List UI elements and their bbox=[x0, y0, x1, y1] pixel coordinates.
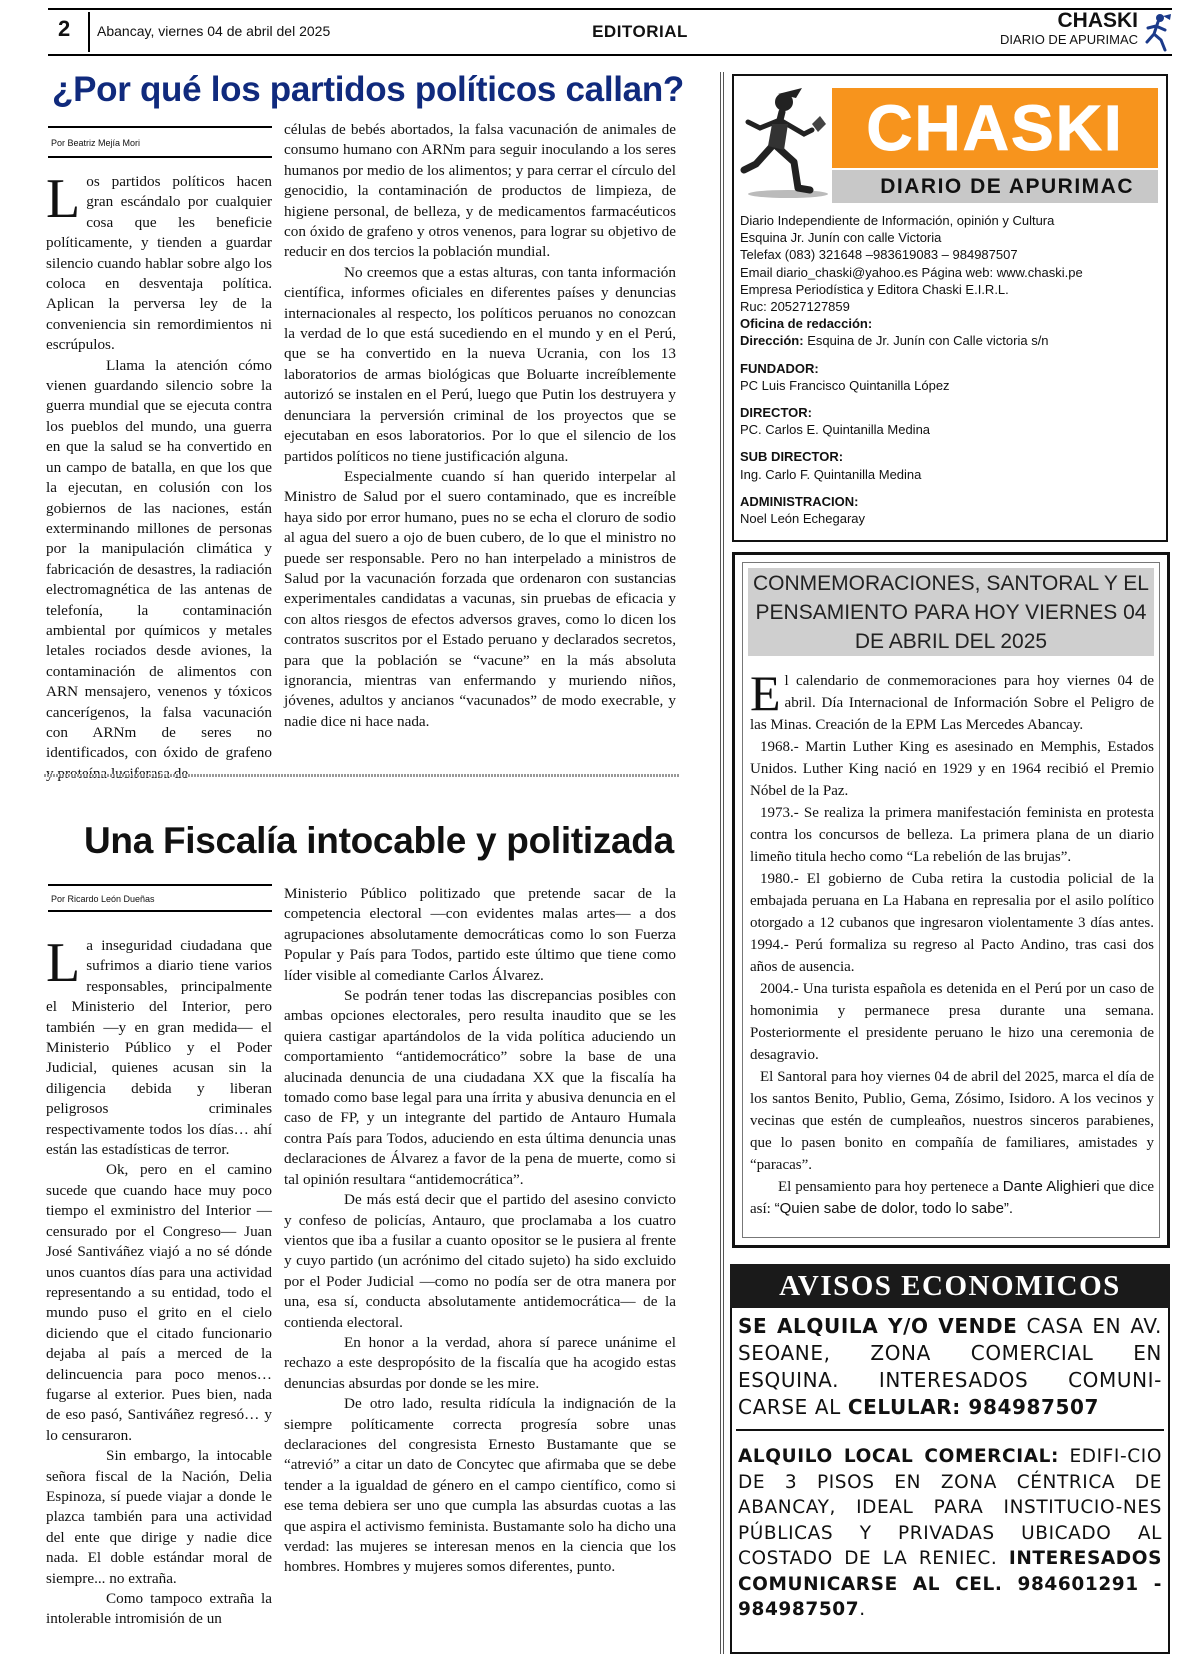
byline: Por Beatriz Mejía Mori bbox=[51, 138, 141, 148]
paragraph: 2004.- Una turista española es detenida en el Perú por un caso de homonimia y permanece presa durante una semana. Posteriormente el presidente peruano le hizo una ceremonia de desagravio. bbox=[750, 981, 1154, 1063]
info-line: Telefax (083) 321648 –983619083 – 984987507 bbox=[740, 247, 1018, 263]
info-line: Diario Independiente de Información, opinión y Cultura bbox=[740, 213, 1055, 228]
paragraph: De más está decir que el partido del asesino convicto y confeso de policías, Antauro, que proclamaba a los cuatro vientos que iba a fusilar a cuanto opositor se le pusiera al frente y cuyo partido (un acrónimo del citado sujeto) ha sido excluido por el Poder Judicial —como no podía ser de otra manera por una, esa sí, conducta absolutamente antidemocrática— de la contienda electoral. bbox=[284, 1191, 676, 1331]
article-divider bbox=[44, 774, 680, 777]
drop-cap: L bbox=[46, 168, 81, 230]
page-number: 2 bbox=[58, 16, 71, 41]
paragraph: La inseguridad ciudadana que sufrimos a diario tiene varios responsables, principalmente el Ministerio del Interior, pero también —y en gran medida— el Ministerio Público y el Poder Judicial, quienes acusan sin la diligencia debida y liberan peligrosos criminales respectivamente todos los días… ahí están las estadísticas de terror. bbox=[46, 932, 272, 1159]
logo-wordmark: CHASKI bbox=[832, 88, 1158, 168]
brand-subtitle: DIARIO DE APURIMAC bbox=[1000, 32, 1138, 47]
paragraph: Como tampoco extraña la intolerable intromisión de un bbox=[46, 1590, 272, 1628]
article-title: Una Fiscalía intocable y politizada bbox=[84, 820, 674, 861]
paragraph: No creemos que a estas alturas, con tanta información científica, informes oficiales en diferentes países y denuncias internacionales al respecto, los políticos peruanos no conozcan la verdad de lo que está sucediendo en el mundo y en el Perú, que se ha convertido en la nueva Ucrania, con los 13 laboratorios de armas biológicas que Boluarte increíblemente autorizó se instalen en el Perú, luego que Putin los destruyera y denunciara la perversión criminal de los proyectos que se ejecutaban en esos laboratorios. Por lo que el silencio de los partidos políticos no tiene justificación alguna. bbox=[284, 263, 676, 465]
info-label: SUB DIRECTOR: bbox=[740, 449, 844, 465]
info-line: Noel León Echegaray bbox=[740, 511, 866, 527]
article-column bbox=[46, 168, 272, 784]
info-line: PC. Carlos E. Quintanilla Medina bbox=[740, 422, 931, 438]
info-label: DIRECTOR: bbox=[740, 405, 812, 421]
column-separator bbox=[720, 72, 724, 1654]
paragraph: De otro lado, resulta ridícula la indignación de la siempre políticamente correcta progresía sobre unas declaraciones del congresista Ernesto Bustamante que se “atrevió” a citar un dato de Concytec que afirmaba que se debe tender a la igualdad de género en el campo científico, como si ese tema debiera ser uno que cumpla las absurdas cuotas a las que aspira el activismo feminista. Bustamante solo ha dicho una verdad: las mujeres se interesan menos en la ciencia que los hombres. Hombres y mujeres somos diferentes, punto. bbox=[284, 1395, 676, 1576]
info-line: PC Luis Francisco Quintanilla López bbox=[740, 377, 950, 393]
chaski-runner-icon bbox=[1143, 12, 1173, 52]
info-line: Dirección: Esquina de Jr. Junín con Calle victoria s/n bbox=[740, 333, 1049, 349]
header-divider bbox=[88, 12, 90, 52]
header-brand bbox=[1000, 10, 1138, 48]
header-rule-bottom bbox=[48, 54, 1172, 56]
issue-date: Abancay, viernes 04 de abril del 2025 bbox=[97, 23, 331, 39]
classified-ad: SE ALQUILA Y/O VENDE CASA EN AV. SEOANE, ZONA COMERCIAL EN ESQUINA. INTERESADOS COMUNI-CARSE AL CELULAR: 984987507 bbox=[738, 1314, 1162, 1419]
byline-box bbox=[48, 126, 272, 158]
drop-cap: L bbox=[46, 932, 81, 994]
classifieds-title: AVISOS ECONOMICOS bbox=[730, 1264, 1170, 1308]
paragraph: 1980.- El gobierno de Cuba retira la custodia policial de la embajada peruana en La Habana en represalia por el asilo político otorgado a 12 cubanos que ingresaron violentamente 3 días antes. 1994.- Perú formaliza su regreso al Pacto Andino, tras casi dos años de ausencia. bbox=[750, 871, 1154, 975]
article-column bbox=[284, 120, 676, 732]
paragraph: 1973.- Se realiza la primera manifestación feminista en protesta contra los concursos de belleza. La primera plana de un diario limeño titula hecho como “La rebelión de las brujas”. bbox=[750, 805, 1154, 865]
paragraph: El Santoral para hoy viernes 04 de abril del 2025, marca el día de los santos Benito, Publio, Gema, Zósimo, Isidoro. A los vecinos y vecinas que estén de cumpleaños, nuestros sinceros parabienes, que lo pasen bonito en compañía de familiares, amistades y “paracas”. bbox=[750, 1069, 1154, 1173]
info-line: Ruc: 20527127859 bbox=[740, 299, 850, 315]
paragraph: En honor a la verdad, ahora sí parece unánime el rechazo a este despropósito de la fiscalía que ha acogido estas denuncias absurdas por donde se les mire. bbox=[284, 1333, 676, 1392]
paragraph: Ok, pero en el camino sucede que cuando hace muy poco tiempo el exministro del Interior —censurado por el Congreso— Juan José Santiváñez viajó a no sé dónde unos cuantos días para una actividad representando a su entidad, todo el mundo puso el grito en el cielo diciendo que el citado funcionario dejaba al país a merced de la delincuencia para poco menos… fugarse al exterior. Pues bien, nada de eso pasó, Santiváñez regresó… y lo censuraron. bbox=[46, 1161, 272, 1444]
masthead-info bbox=[740, 212, 1160, 527]
paragraph: Ministerio Público politizado que pretende sacar de la competencia electoral —con evidentes malas artes— a dos agrupaciones absolutamente democráticas como lo son Fuerza Popular y País para Todos, partido este último que tiene como líder visible al comediante Carlos Álvarez. bbox=[284, 885, 676, 984]
paragraph: El calendario de conmemoraciones para hoy viernes 04 de abril. Día Internacional de Información Sobre el Peligro de las Minas. Creación de la EPM Las Mercedes Abancay. bbox=[750, 665, 1154, 733]
info-line: Esquina Jr. Junín con calle Victoria bbox=[740, 230, 942, 246]
paragraph: Llama la atención cómo vienen guardando silencio sobre la guerra mundial que se ejecuta contra los pueblos del mundo, una guerra en que la salud se ha convertido en un campo de batalla, en que los que la ejecutan, en colusión con los gobiernos de las naciones, están exterminando millones de personas por la manipulación climática y fabricación de desastres, la radiación electromagnética de las antenas de telefonía, la contaminación ambiental por químicos y metales letales rociados desde aviones, la contaminación de alimentos con ARN mensajero, venenos y tóxicos cancerígenos, la falsa vacunación con ARNm de seres no identificados, con óxido de grafeno bbox=[46, 356, 272, 762]
article-column bbox=[46, 932, 272, 1630]
section-title: EDITORIAL bbox=[592, 22, 688, 41]
classified-ad: ALQUILO LOCAL COMERCIAL: EDIFI-CIO DE 3 PISOS EN ZONA CÉNTRICA DE ABANCAY, IDEAL PARA INSTITUCIO-NES PÚBLICAS Y PRIVADAS UBICADO AL COSTADO DE LA RENIEC. INTERESADOS COMUNICARSE AL CEL. 984601291 - 984987507. bbox=[738, 1446, 1162, 1620]
paragraph: El pensamiento para hoy pertenece a Dante Alighieri que dice así: “Quien sabe de dolor, todo lo sabe”. bbox=[750, 1178, 1155, 1217]
byline: Por Ricardo León Dueñas bbox=[51, 894, 155, 904]
logo-subtitle: DIARIO DE APURIMAC bbox=[832, 170, 1158, 203]
chaski-messenger-icon bbox=[738, 84, 832, 202]
conmemoraciones-body bbox=[750, 665, 1155, 1220]
brand-name: CHASKI bbox=[1057, 9, 1138, 32]
info-label: Oficina de redacción: bbox=[740, 316, 873, 332]
paragraph: células de bebés abortados, la falsa vacunación de animales de consumo humano con ARNm para seguir inoculando a los seres humanos por medio de los alimentos; y para cerrar el círculo del genocidio, la contaminación de productos de limpieza, de higiene personal, de belleza, y de medicamentos farmacéuticos con óxido de grafeno y otros venenos, para lograr su objetivo de reducir en dos tercios la población mundial. bbox=[284, 121, 676, 261]
info-line: Empresa Periodística y Editora Chaski E.I.R.L. bbox=[740, 281, 1009, 297]
paragraph: Especialmente cuando sí han querido interpelar al Ministro de Salud por el suero contaminado, que es increíble haya sido por error humano, pues no se echa el cloruro de sodio al agua del suero a ojo de buen cubero, de lo que el ministro no puede ser responsable. Pero no han interpelado a ministros de Salud por la vacunación forzada que ordenaron con sustancias experimentales candidatas a vacunas, sin pruebas de eficacia y con altos riesgos de efectos adversos graves, como lo dicen los contratos suscritos por el Estado peruano y declarados secretos, para que la población se “vacune” en la más absoluta ignorancia, mientras van enfermando y muriendo niños, jóvenes, adultos y ancianos “vacunados” de modo execrable, y nadie dice ni hace nada. bbox=[284, 467, 676, 730]
info-label: ADMINISTRACION: bbox=[740, 493, 859, 509]
article-column bbox=[284, 884, 676, 1578]
info-label: FUNDADOR: bbox=[740, 360, 819, 376]
paragraph: 1968.- Martin Luther King es asesinado en Memphis, Estados Unidos. Luther King nació en 1929 y en 1964 recibió el Premio Nóbel de la Paz. bbox=[750, 739, 1154, 799]
byline-box bbox=[48, 884, 272, 912]
paragraph: Los partidos políticos hacen gran escándalo por cualquier cosa que les beneficie políticamente, y tienden a guardar silencio cuando hablar sobre algo los coloca en desventaja política. Aplican la perversa ley de la conveniencia sin remordimientos ni escrúpulos. bbox=[46, 168, 272, 354]
drop-cap: E bbox=[750, 665, 781, 721]
classified-divider bbox=[736, 1429, 1164, 1431]
conmemoraciones-title: CONMEMORACIONES, SANTORAL Y EL PENSAMIENTO PARA HOY VIERNES 04 DE ABRIL DEL 2025 bbox=[748, 568, 1154, 656]
article-title: ¿Por qué los partidos políticos callan? bbox=[52, 70, 685, 109]
info-line: Ing. Carlo F. Quintanilla Medina bbox=[740, 466, 922, 482]
paragraph: Sin embargo, la intocable señora fiscal de la Nación, Delia Espinoza, sí puede viajar a donde le plazca también para una actividad del ente que dirige y nadie dice nada. El doble estándar moral de siempre... no extraña. bbox=[46, 1447, 272, 1587]
info-line: Email diario_chaski@yahoo.es Página web: www.chaski.pe bbox=[740, 264, 1083, 280]
paragraph: Se podrán tener todas las discrepancias posibles con ambas opciones electorales, pero resulta inaudito que se les quiera castigar apartándolos de la vida política aduciendo un comportamiento “antidemocrático” sobre la base de una alucinada denuncia de una ciudadana XX que la fiscalía ha tomado como base legal para una írrita y abusiva denuncia en el caso de FP, y un integrante del partido de Antauro Humala contra País para Todos, aduciendo en esta última denuncia unas declaraciones de Álvarez a favor de la pena de muerte, como si tal opinión resultara “antidemocrática”. bbox=[284, 987, 676, 1188]
